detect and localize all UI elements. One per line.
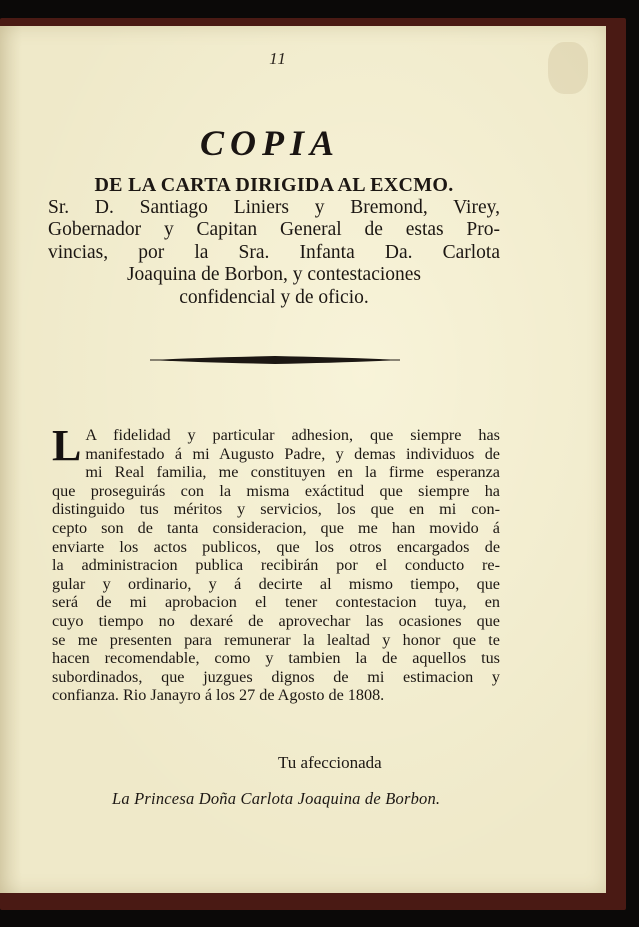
- ornamental-rule: [150, 353, 400, 367]
- document-title: [48, 174, 500, 309]
- body-line: manifestado á mi Augusto Padre, y demas individuos de: [85, 444, 500, 463]
- title-line: DE LA CARTA DIRIGIDA AL EXCMO.: [94, 174, 454, 196]
- body-line: será de mi aprobacion el tener contestacion tuya, en: [52, 593, 500, 612]
- body-line: hacen recomendable, como y tambien la de aquellos tus: [52, 649, 500, 668]
- folio-number: 11: [269, 49, 287, 68]
- body-line: confianza. Rio Janayro á los 27 de Agosto de 1808.: [52, 686, 385, 705]
- title-line: vincias, por la Sra. Infanta Da. Carlota: [48, 241, 500, 263]
- letter-body: [52, 421, 500, 705]
- body-line: se me presenten para remunerar la lealtad y honor que te: [52, 630, 500, 649]
- drop-cap: L: [52, 421, 82, 470]
- body-line: que proseguirás con la misma exáctitud que siempre ha: [52, 481, 500, 500]
- body-line: distinguido tus méritos y servicios, los que en mi con-: [52, 500, 500, 519]
- document-page: [0, 26, 606, 893]
- title-line: confidencial y de oficio.: [179, 286, 369, 308]
- closing-salutation: Tu afeccionada: [278, 753, 382, 772]
- paper-stain: [548, 42, 588, 94]
- title-line: Sr. D. Santiago Liniers y Bremond, Virey,: [48, 196, 500, 218]
- title-line: Gobernador y Capitan General de estas Pro-: [48, 219, 500, 240]
- body-line: la administracion publica recibirán por el conducto re-: [52, 556, 500, 575]
- body-line: enviarte los actos publicos, que los otros encargados de: [52, 537, 500, 556]
- body-line: subordinados, que juzgues dignos de mi estimacion y: [52, 667, 500, 686]
- body-line: cepto son de tanta consideracion, que me han movido á: [52, 518, 500, 537]
- body-line: cuyo tiempo no dexaré de aprovechar las ocasiones que: [52, 611, 500, 630]
- body-line: mi Real familia, me constituyen en la firme esperanza: [85, 463, 500, 482]
- title-line: Joaquina de Borbon, y contestaciones: [126, 264, 422, 285]
- document-heading: COPIA: [199, 123, 341, 163]
- body-line: gular y ordinario, y á decirte al mismo tiempo, que: [52, 574, 500, 593]
- body-line: A fidelidad y particular adhesion, que siempre has: [85, 426, 500, 444]
- signature-line: La Princesa Doña Carlota Joaquina de Borbon.: [112, 789, 441, 808]
